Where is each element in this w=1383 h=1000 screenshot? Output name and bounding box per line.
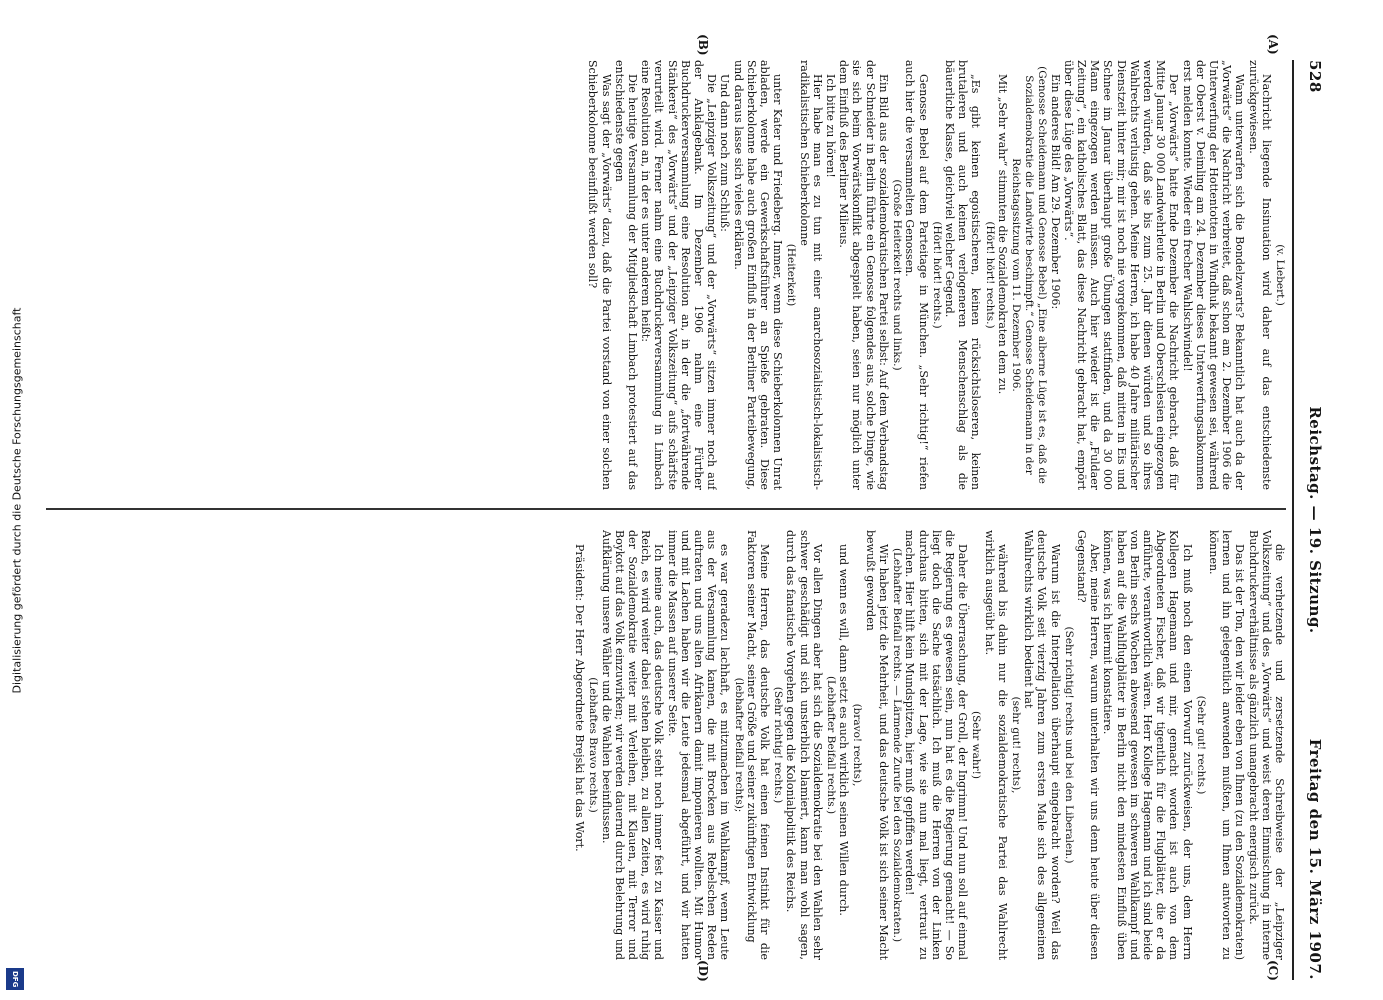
paragraph: Hier habe man es zu tun mit einer anarchosozialistisch-lokalistisch-radikalistischen Schieberkolonne — [797, 60, 824, 490]
header-rule — [1292, 60, 1294, 980]
dfg-logo: DFG — [6, 968, 24, 990]
interjection: (sehr gut! rechts), — [1009, 696, 1022, 794]
paragraph: und wenn es will, dann setzt es auch wirklich seinen Willen durch. — [837, 544, 851, 916]
interjection: (Sehr richtig! rechts und bei den Liberalen.) — [1062, 626, 1075, 864]
interjection: (bravo! rechts), — [851, 703, 864, 787]
left-column — [46, 60, 1286, 490]
paragraph: Der „Vorwärts“ hatte Ende Dezember die Nachricht gebracht, daß für Mitte Januar 30 000 Landwehrleute in Berlin und Oberschlesien eingezogen werden würden, daß sie bis zum 25. Jahr dienen würden und so ihres Wahlrechts verlustig gehen. Meine Herren, ich habe 40 Jahre militärischer Dienstzeit hinter mir; mir ist noch nie vorgekommen, daß mitten in Eis und Schnee im Januar überhaupt große Übungen stattfinden, und da 30 000 Mann eingezogen werden müssen. Auch hier wieder ist die „Fuldaer Zeitung“, ein katholisches Blatt, das diese Nachricht gebracht hat, empört über diese Lüge des „Vorwärts“. — [1061, 60, 1181, 490]
interjection: (Große Heiterkeit rechts und links.) — [891, 179, 904, 371]
interjection: (v. Liebert.) — [1274, 244, 1286, 306]
paragraph: Ich meine auch, das deutsche Volk steht noch immer fest zu Kaiser und Reich, es wird weiter dabei stehen bleiben, zu allen Zeiten, es wird ruhig der Sozialdemokratie weiter mit Verleihen, mit Klauen, mit Terror und Boykott auf das Volk einzuwirken; wir werden dauernd durch Belehrung und Aufklärung unsere Wähler und die Wahlen beeinflussen. — [599, 530, 666, 960]
paragraph: Nachricht liegende Insinuation wird daher auf das entschiedenste zurückgewiesen. — [1246, 60, 1273, 490]
interjection: (Hört! hört! rechts.) — [983, 221, 996, 329]
interjection: (Sehr richtig! rechts.) — [772, 686, 785, 804]
paragraph: Mit „Sehr wahr“ stimmten die Sozialdemokraten dem zu. — [995, 74, 1009, 395]
paragraph: Wann unterwarfen sich die Bondelzwarts? Bekanntlich hat auch da der „Vorwärts“ die Nachricht verbreitet, daß schon am 2. Dezember 1906 die Unterwerfung der Hottentotten in Windhuk bekannt gewesen sei, während der Oberst v. Deimling am 24. Dezember dieses Unterwerfungsabkommen erst melden konnte. Wieder ein frecher Wahlschwindel! — [1180, 60, 1247, 490]
paragraph: Und dann noch zum Schluß: — [718, 74, 732, 232]
margin-mark-a: (A) — [1266, 34, 1280, 55]
margin-mark-b: (B) — [696, 34, 710, 56]
interjection: (Sehr gut! rechts.) — [1194, 695, 1207, 795]
paragraph: unter Kater und Friedeberg. Immer, wenn diese Schieberkolonnen Unrat abladen, werde ein Gewerkschaftsführer an Spieße gebraten. Diese Schieberkolonne habe auch großen Einfluß in der Berliner Parteibewegung, und daraus lasse sich vieles erklären. — [731, 60, 785, 490]
interjection: (lebhafter Beifall rechts); — [732, 677, 745, 813]
page-number: 528 — [1306, 60, 1324, 93]
funding-note — [12, 24, 22, 984]
margin-mark-d: (D) — [696, 960, 710, 982]
paragraph: Die heutige Versammlung der Mitgliedschaft Limbach protestiert auf das entschiedenste gegen — [612, 60, 640, 490]
page-header — [1300, 60, 1330, 980]
column-divider — [46, 508, 1286, 510]
paragraph: Ein Bild aus der sozialdemokratischen Partei selbst: Auf dem Verbandstag der Schneider in Berlin führte ein Genosse folgendes aus, solche Dinge, wie sie sich beim Vorwärtskonflikt abgespielt haben, seien nur möglich unter dem Einfluß des Berliner Milieus. — [837, 60, 890, 490]
funding-note-text: Digitalisierung gefördert durch die Deutsche Forschungsgemeinschaft — [10, 307, 24, 694]
session-date: Freitag den 15. März 1907. — [1306, 738, 1324, 980]
paragraph: Das ist der Ton, den wir leider eben von Ihnen (zu den Sozialdemokraten) lernen und ihn gelegentlich anwenden mußten, um Ihnen antworten zu können. — [1206, 530, 1247, 960]
paragraph: die verhetzende und zersetzende Schreibweise der „Leipziger Volkszeitung“ und des „Vorwärts“ und weist deren Einmischung in interne Buchdruckerverhältnisse als gänzlich unangebracht energisch zurück. — [1246, 530, 1286, 960]
paragraph: Die „Leipziger Volkszeitung“ und der „Vorwärts“ sitzen immer noch auf der Anklagebank. Im Dezember 1906 nahm eine Fürther Buchdruckerversammlung eine Resolution an, in der die „fortwährende Stänkerei“ des „Vorwärts“ und der „Leipziger Volkszeitung“ aufs schärfste verurteilt wird. Ferner nahm eine Buchdruckerversammlung in Limbach eine Resolution an, in der es unter anderem heißt: — [639, 60, 719, 490]
paragraph: Daher die Überraschung, der Groll, der Ingrimm! Und nun soll auf einmal die Regierung es gewesen sein, nun hat es die Regierung gemacht! — So liegt doch die Sache tatsächlich. Ich muß die Herren von der Linken durchaus bitten, sich mit der Lage, wie sie nun mal liegt, vertraut zu machen. Hier hilft kein Mundspitzen, hier muß gepfiffen werden! — [903, 530, 970, 960]
interjection: (Heiterkeit) — [785, 243, 798, 307]
paragraph: Genosse Bebel auf dem Parteitage in München. „Sehr richtig!“ riefen auch hier die versammelten Genossen. — [903, 60, 930, 490]
paragraph: Meine Herren, das deutsche Volk hat einen feinen Instinkt für die Faktoren seiner Macht, seiner Größe und seiner zukünftigen Entwicklung — [744, 530, 772, 960]
paragraph: Vor allen Dingen aber hat sich die Sozialdemokratie bei den Wahlen sehr schwer geschädigt und sich unsterblich blamiert, kann man wohl sagen, durch das fanatische Vorgehen gegen die Kolonialpolitik des Reichs. — [784, 530, 824, 960]
paragraph: es war geradezu lachhaft, es mitzumachen im Wahlkampf, wenn Leute aus der Versammlung kamen, die mit Brocken aus Rebelschen Reden auftraten und uns alten Afrikanern damit imponieren wollten. Mit Humor und mit Lachen haben wir die Leute jedesmal abgeführt, und wir hatten immer die Massen auf unserer Seite. — [665, 530, 732, 960]
interjection: (Lebhaftes Bravo rechts.) — [587, 677, 600, 813]
page-title: Reichstag. — 19. Sitzung. — [1306, 406, 1324, 634]
paragraph: Wir haben jetzt die Mehrheit, und das deutsche Volk ist sich seiner Macht bewußt geworden — [863, 530, 890, 960]
interjection: (Hört! hört! rechts.) — [930, 221, 943, 329]
paragraph: Warum ist die Interpellation überhaupt eingebracht worden? Weil das deutsche Volk seit vierzig Jahren zum ersten Male sich des allgemeinen Wahlrechts wirklich bedient hat — [1022, 530, 1062, 960]
paragraph: Ich muß noch den einen Vorwurf zurückweisen, der uns, dem Herrn Kollegen Hagemann und mir, gemacht worden ist auch von dem Abgeordneten Fischer, daß wir tigentlich für die Flugblätter, die er da anführte, verantwortlich wären. Herr Kollege Hagemann und ich sind beide von Berlin sechs Wochen abwesend gewesen im schweren Wahlkampf und haben auf die Wahlflugblätter in Berlin nicht den mindesten Einfluß üben können, was ich hiermit konstatiere. — [1101, 530, 1194, 960]
rotated-page-body — [30, 34, 1330, 982]
paragraph: Aber, meine Herren, warum unterhalten wir uns denn heute über diesen Gegenstand? — [1074, 530, 1102, 960]
paragraph: Was sagt der „Vorwärts“ dazu, daß die Partei vorstand von einer solchen Schieberkolonne beeinflußt werden soll? — [586, 60, 613, 490]
interjection: (Genosse Scheidemann und Genosse Bebel) „Eine alberne Lüge ist es, daß die Sozialdemokratie die Landwirte beschimpft.“ Genosse Scheidemann in der Reichstagssitzung vom 11. Dezember 1906. — [1009, 66, 1049, 484]
right-column — [46, 530, 1286, 960]
margin-mark-c: (C) — [1266, 960, 1280, 981]
paragraph: Präsident: Der Herr Abgeordnete Brejski hat das Wort. — [573, 544, 587, 852]
interjection: (Sehr wahr!) — [970, 711, 983, 779]
interjection: (Lebhafter Beifall rechts. — Lärmende Zurufe bei den Sozialdemokraten.) — [891, 547, 904, 943]
paragraph: „Es gibt keinen egoistischeren, keinen rücksichtsloseren, keinen brutaleren und auch keinen verlogeneren Menschenschlag als die bäuerliche Klasse, gleichviel welcher Gegend. — [942, 60, 983, 490]
paragraph: während bis dahin nur die sozialdemokratische Partei das Wahlrecht wirklich ausgeübt hat. — [982, 530, 1009, 960]
interjection: (Lebhafter Beifall rechts.) — [825, 675, 838, 815]
paragraph: Ich bitte zu hören! — [824, 74, 838, 178]
paragraph: Ein anderes Bild! Am 29. Dezember 1906: — [1048, 74, 1062, 310]
